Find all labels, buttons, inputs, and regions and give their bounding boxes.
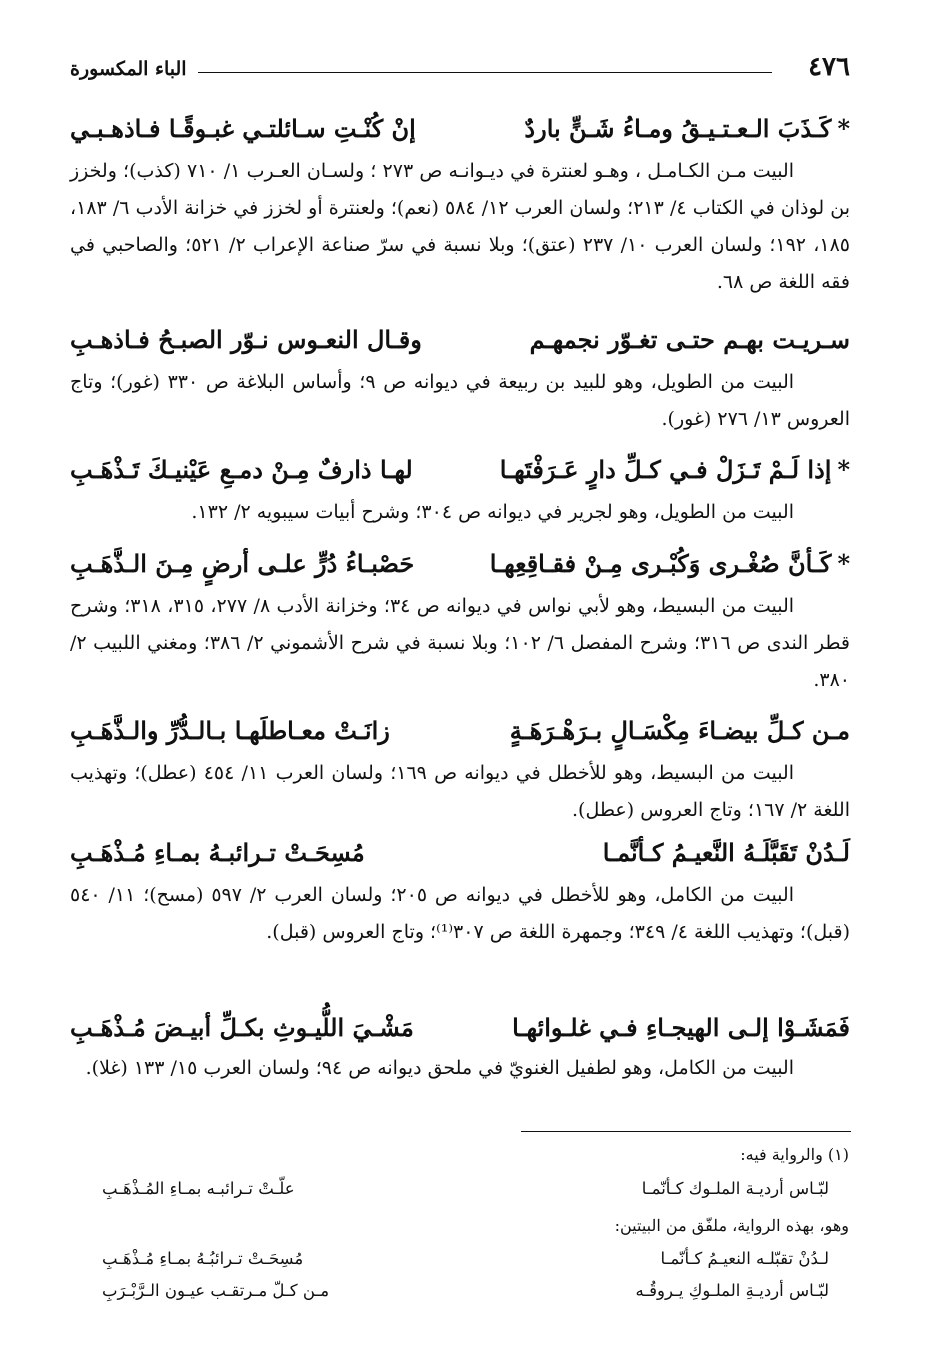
verse-second-hemistich: مُسِحَـتْ تـرائبـهُ بمـاءِ مُـذْهَـبِ: [70, 838, 365, 867]
verse-second-hemistich: حَصْبـاءُ دُرٍّ علـى أرضٍ مِـنَ الـذَّهَـبِ: [70, 549, 415, 578]
commentary-text: البيت من البسيط، وهو للأخطل في ديوانه ص ١٦٩؛ ولسان العرب ١١/ ٤٥٤ (عطل)؛ وتهذيب اللغة ٢/ ١٦٧؛ وتاج العروس (عطل).: [70, 762, 850, 821]
verse-line: [70, 1005, 850, 1051]
commentary-text: البيت من الكامل، وهو للأخطل في ديوانه ص ٢٠٥؛ ولسان العرب ٢/ ٥٩٧ (مسح)؛ ١١/ ٥٤٠ (قبل)؛ وتهذيب اللغة ٤/ ٣٤٩؛ وجمهرة اللغة ص ٣٠٧⁽¹⁾؛ وتاج العروس (قبل).: [70, 884, 850, 943]
page-header: [70, 50, 850, 84]
footnote-verse-second-hemistich: علّـتْ تـرائبـه بمـاءِ المُـذْهَـبِ: [102, 1179, 295, 1198]
commentary-text: البيت من البسيط، وهو لأبي نواس في ديوانه ص ٣٤؛ وخزانة الأدب ٨/ ٢٧٧، ٣١٥، ٣١٨؛ وشرح قطر الندى ص ٣١٦؛ وشرح المفصل ٦/ ١٠٢؛ وبلا نسبة في شرح الأشموني ٢/ ٣٨٦؛ ومغني اللبيب ٢/ ٣٨٠.: [70, 595, 851, 691]
verse-commentary: [70, 877, 850, 951]
hemistich-text: إذا لَـمْ تَـزَلْ فـي كـلِّ دارٍ عَـرَفْتَهـا: [499, 455, 832, 484]
star-marker: *: [837, 455, 850, 484]
footnote-label: (١) والرواية فيه:: [740, 1145, 849, 1164]
verse-second-hemistich: لهـا ذارفٌ مِـنْ دمـعِ عَيْنيـكَ تَـذْهَـبِ: [70, 455, 413, 484]
commentary-text: البيت من الكامل، وهو لطفيل الغنويّ في ملحق ديوانه ص ٩٤؛ ولسان العرب ١٥/ ١٣٣ (غلا).: [85, 1057, 794, 1079]
verse-second-hemistich: إنْ كُنْـتِ سـائلتـي غبـوقًـا فـاذهـبـي: [70, 114, 416, 143]
star-marker: *: [837, 549, 850, 578]
verse-line: [70, 830, 850, 876]
verse-line: [70, 106, 850, 152]
verse-first-hemistich: [524, 106, 850, 152]
section-title: الباء المكسورة: [70, 58, 187, 80]
verse-first-hemistich: سـريـت بهـم حتـى تغـوّر نجمهـم: [529, 325, 850, 354]
verse-second-hemistich: زانَـتْ معـاطلَهـا بـالـدُّرِّ والـذَّهَـبِ: [70, 716, 390, 745]
verse-commentary: [70, 153, 850, 301]
hemistich-text: كَـذَبَ الـعـتـيـقُ ومـاءُ شَـنٍّ باردٌ: [524, 114, 832, 143]
commentary-text: البيت من الطويل، وهو للبيد بن ربيعة في ديوانه ص ٩؛ وأساس البلاغة ص ٣٣٠ (غور)؛ وتاج العروس ١٣/ ٢٧٦ (غور).: [70, 371, 850, 430]
page-number: ٤٧٦: [808, 52, 850, 82]
verse-second-hemistich: مَشْـيَ اللُّيـوثِ بكـلِّ أبيـضَ مُـذْهَـبِ: [70, 1013, 414, 1042]
star-marker: *: [837, 114, 850, 143]
footnote-verse-first-hemistich: لـدُنْ تقبّلـه النعيـمُ كـأنّمـا: [660, 1249, 829, 1268]
verse-first-hemistich: [500, 447, 850, 493]
hemistich-text: كَـأنَّ صُغْـرى وَكُبْـرى مِـنْ فقـاقِعِهـا: [489, 549, 832, 578]
footnote-verse-second-hemistich: مـن كـلّ مـرتقـب عيـون الـرَّبْـرَبِ: [102, 1281, 330, 1300]
verse-first-hemistich: لَـدُنْ تَقَبَّلَـهُ النَّعيـمُ كـأنَّمـا: [602, 838, 850, 867]
footnote-verse-first-hemistich: لبّـاس أرديـةِ الملـوكِ يـروقُـه: [635, 1281, 829, 1300]
verse-commentary: [70, 1050, 850, 1087]
verse-commentary: [70, 588, 850, 699]
commentary-text: البيت من الطويل، وهو لجرير في ديوانه ص ٣٠٤؛ وشرح أبيات سيبويه ٢/ ١٣٢.: [191, 501, 794, 523]
verse-line: [70, 447, 850, 493]
header-rule: [198, 72, 772, 73]
verse-commentary: [70, 755, 850, 829]
verse-line: [70, 541, 850, 587]
footnote-verse-second-hemistich: مُسِحَـتْ تـرائبُـهُ بمـاءِ مُـذْهَـبِ: [102, 1249, 304, 1268]
footnote-note: وهو، بهذه الرواية، ملفّق من البيتين:: [614, 1216, 849, 1235]
commentary-text: البيت مـن الكـامـل ، وهـو لعنترة في ديـوانـه ص ٢٧٣ ؛ ولسـان العـرب ١/ ٧١٠ (كذب)؛ ولخزز بن لوذان في الكتاب ٤/ ٢١٣؛ ولسان العرب ١٢/ ٥٨٤ (نعم)؛ ولعنترة أو لخزز في خزانة الأدب ٦/ ١٨٣، ١٨٥، ١٩٢؛ ولسان العرب ١٠/ ٢٣٧ (عتق)؛ وبلا نسبة في سرّ صناعة الإعراب ٢/ ٥٢١؛ والصاحبي في فقه اللغة ص ٦٨.: [70, 160, 850, 293]
verse-commentary: [70, 364, 850, 438]
footnote-rule: [521, 1131, 851, 1132]
verse-first-hemistich: مـن كـلِّ بيضـاءَ مِكْسَـالٍ بـرَهْـرَهَـةٍ: [509, 716, 850, 745]
verse-second-hemistich: وقـال النعـوس نـوّر الصبـحُ فـاذهـبِ: [70, 325, 422, 354]
verse-first-hemistich: [490, 541, 850, 587]
verse-line: [70, 317, 850, 363]
verse-line: [70, 708, 850, 754]
footnote-verse-first-hemistich: لبّـاس أرديـة الملـوك كـأنّمـا: [641, 1179, 829, 1198]
verse-commentary: [70, 494, 850, 531]
verse-first-hemistich: فَمَشَـوْا إلـى الهيجـاءِ فـي غلـوائهـا: [512, 1013, 850, 1042]
